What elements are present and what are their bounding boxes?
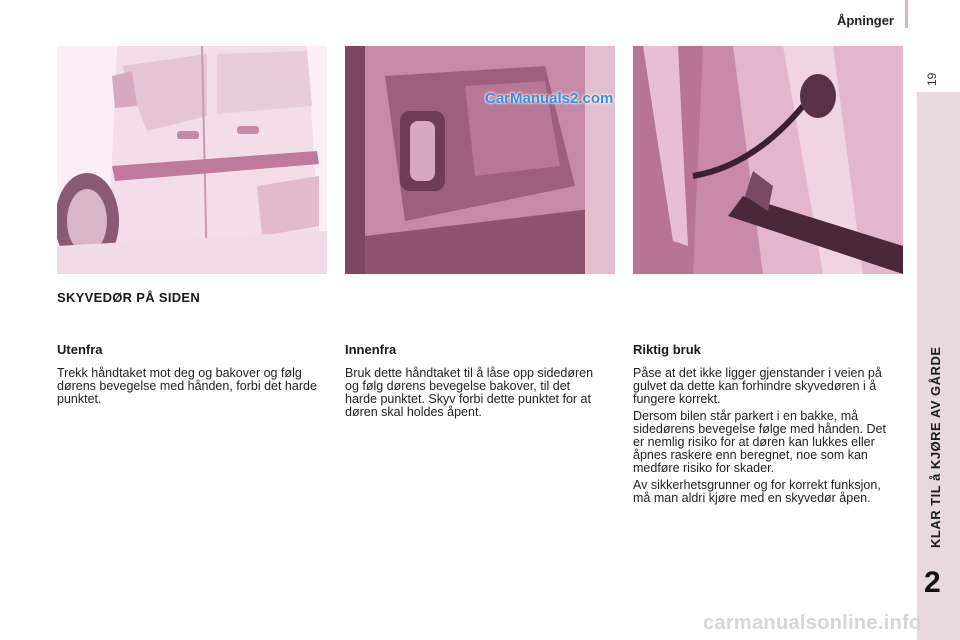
column-paragraph: Av sikkerhetsgrunner og for korrekt funksjon, må man aldri kjøre med en skyvedør åpen.	[633, 478, 881, 505]
chapter-number: 2	[924, 566, 941, 599]
photo-interior-handle	[345, 46, 615, 274]
column-correct-use	[633, 342, 893, 509]
carmanuals-watermark: CarManuals2.com	[485, 90, 614, 107]
column-inside	[345, 342, 605, 423]
page-number: 19	[925, 72, 939, 86]
column-outside	[57, 342, 332, 410]
column-paragraph: Trekk håndtaket mot deg og bakover og følg dørens bevegelse med hånden, forbi det harde punktet.	[57, 366, 317, 406]
footer-watermark: carmanualsonline.info	[703, 612, 922, 634]
column-heading: Innenfra	[345, 342, 397, 357]
column-paragraph: Påse at det ikke ligger gjenstander i veien på gulvet da dette kan forhindre skyvedøren i å fungere korrekt.	[633, 366, 882, 406]
column-heading: Riktig bruk	[633, 342, 701, 357]
header-divider	[905, 0, 908, 28]
column-heading: Utenfra	[57, 342, 103, 357]
chapter-title: KLAR TIL å KJØRE AV GÅRDE	[928, 346, 943, 548]
page-header-title: Åpninger	[836, 13, 894, 28]
photo-exterior-door	[57, 46, 327, 274]
section-title: SKYVEDØR PÅ SIDEN	[57, 290, 201, 305]
column-paragraph: Bruk dette håndtaket til å låse opp sidedøren og følg dørens bevegelse bakover, til det harde punktet. Skyv forbi dette punktet for at døren skal holdes åpent.	[345, 366, 594, 419]
photo-door-rail	[633, 46, 903, 274]
column-paragraph: Dersom bilen står parkert i en bakke, må sidedørens bevegelse følge med hånden. Det er nemlig risiko for at døren kan lukkes eller åpnes raskere enn beregnet, noe som kan medføre risiko for skader.	[633, 409, 886, 475]
